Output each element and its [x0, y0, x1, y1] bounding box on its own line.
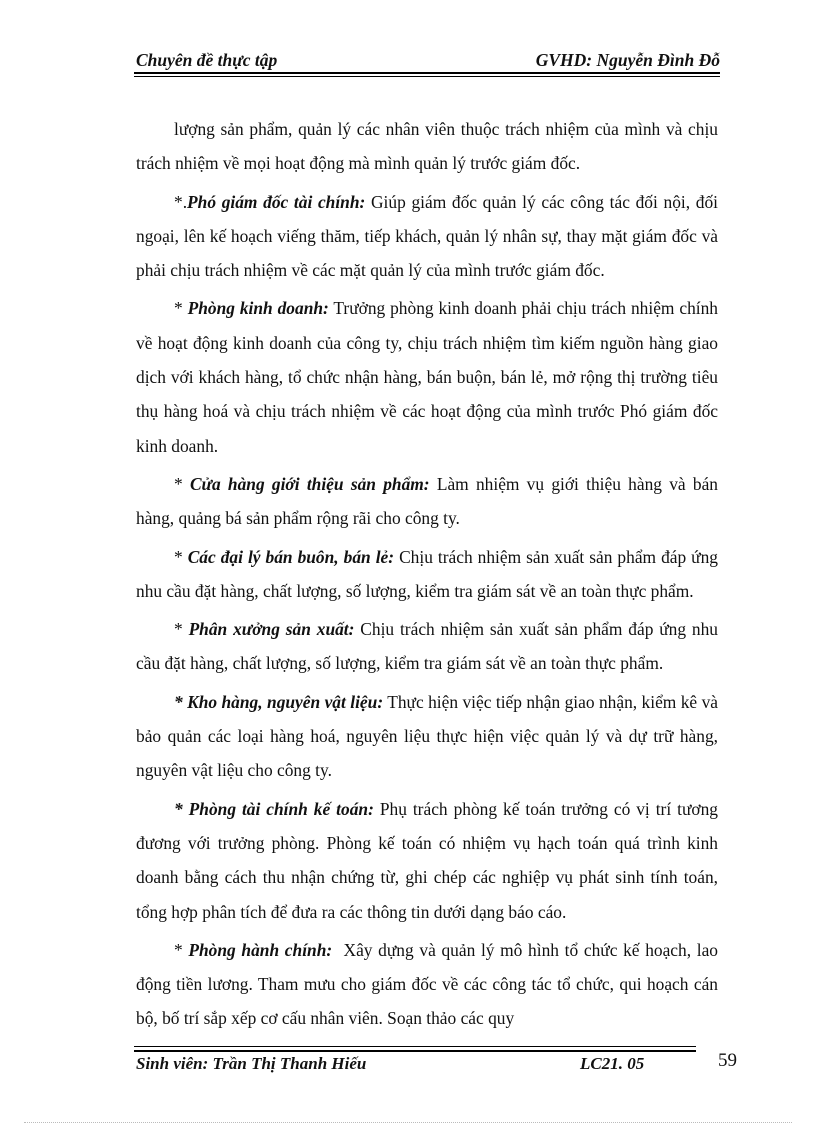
paragraph-label: Các đại lý bán buôn, bán lẻ:: [187, 546, 395, 567]
header-supervisor: GVHD: Nguyễn Đình Đỗ: [535, 50, 720, 70]
footer-rule: [134, 1050, 696, 1052]
paragraph: [136, 792, 718, 929]
document-body: [136, 112, 723, 1040]
header-title: Chuyên đề thực tập: [136, 50, 278, 70]
paragraph-text: Chịu trách nhiệm sản xuất sản phẩm đáp ứng nhu cầu đặt hàng, chất lượng, số lượng, kiểm tra giám sát về an toàn thực phẩm.: [136, 546, 719, 601]
paragraph-label: * Phòng tài chính kế toán:: [174, 798, 374, 819]
paragraph-text: Trưởng phòng kinh doanh phải chịu trách nhiệm chính về hoạt động kinh doanh của công ty, chịu trách nhiệm tìm kiếm nguồn hàng giao dịch với khách hàng, tổ chức nhận hàng, bán buộn, bán lẻ, mở rộng thị trường tiêu thụ hàng hoá và chịu trách nhiệm về các hoạt động của mình trước Phó giám đốc kinh doanh.: [136, 298, 718, 456]
student-name: Sinh viên: Trần Thị Thanh Hiếu: [136, 1054, 367, 1073]
paragraph-text: Phụ trách phòng kế toán trưởng có vị trí tương đương với trưởng phòng. Phòng kế toán có nhiệm vụ hạch toán quá trình kinh doanh bằng cách thu nhận chứng từ, ghi chép các nghiệp vụ phát sinh tính toán, tổng hợp phân tích để đưa ra các thông tin dưới dạng báo cáo.: [136, 798, 718, 922]
paragraph-label: Phó giám đốc tài chính:: [187, 191, 366, 212]
header-rule-thin: [134, 76, 720, 77]
paragraph-label: * Kho hàng, nguyên vật liệu:: [174, 691, 384, 712]
paragraph-prefix: *: [174, 298, 188, 319]
paragraph-prefix: *: [174, 939, 189, 960]
paragraph-text: Thực hiện việc tiếp nhận giao nhận, kiểm kê và bảo quản các loại hàng hoá, nguyên liệu thực hiện việc quản lý và dự trữ hàng, nguyên vật liệu cho công ty.: [136, 691, 718, 781]
paragraph-label: Cửa hàng giới thiệu sản phẩm:: [189, 473, 430, 494]
paragraph-text: Xây dựng và quản lý mô hình tổ chức kế hoạch, lao động tiền lương. Tham mưu cho giám đốc về các công tác tổ chức, qui hoạch cán bộ, bố trí sắp xếp cơ cấu nhân viên. Soạn thảo các quy: [136, 939, 723, 1029]
paragraph-prefix: *: [174, 473, 190, 494]
footer-rule-thin: [134, 1046, 696, 1047]
paragraph-text: Giúp giám đốc quản lý các công tác đối nội, đối ngoại, lên kế hoạch viếng thăm, tiếp khách, quản lý nhân sự, thay mặt giám đốc và phải chịu trách nhiệm về các mặt quản lý của mình trước giám đốc.: [136, 191, 718, 281]
page-footer: [134, 1054, 734, 1078]
paragraph: [136, 291, 718, 462]
page-header: [134, 48, 720, 72]
paragraph-text: Làm nhiệm vụ giới thiệu hàng và bán hàng, quảng bá sản phẩm rộng rãi cho công ty.: [136, 473, 718, 529]
paragraph: [136, 685, 718, 788]
paragraph-label: Phòng kinh doanh:: [187, 298, 329, 319]
paragraph: [136, 112, 718, 181]
paragraph-label: Phòng hành chính:: [188, 939, 333, 960]
paragraph: [136, 612, 718, 681]
paragraph: [136, 467, 718, 536]
class-code: LC21. 05: [580, 1054, 645, 1073]
paragraph-text: Chịu trách nhiệm sản xuất sản phẩm đáp ứng nhu cầu đặt hàng, chất lượng, số lượng, kiểm tra giám sát về an toàn thực phẩm.: [136, 619, 719, 674]
paragraph-prefix: *: [174, 619, 189, 640]
paragraph-prefix: *.: [174, 191, 188, 212]
paragraph-label: Phân xưởng sản xuất:: [188, 619, 355, 640]
paragraph-text: lượng sản phẩm, quản lý các nhân viên thuộc trách nhiệm của mình và chịu trách nhiệm về mọi hoạt động mà mình quản lý trước giám đốc.: [136, 119, 718, 174]
header-rule: [134, 72, 720, 74]
paragraph: [136, 185, 718, 288]
paragraph: [136, 933, 723, 1036]
page-number: 59: [718, 1050, 737, 1071]
paragraph: [136, 540, 718, 609]
paragraph-prefix: *: [174, 546, 188, 567]
